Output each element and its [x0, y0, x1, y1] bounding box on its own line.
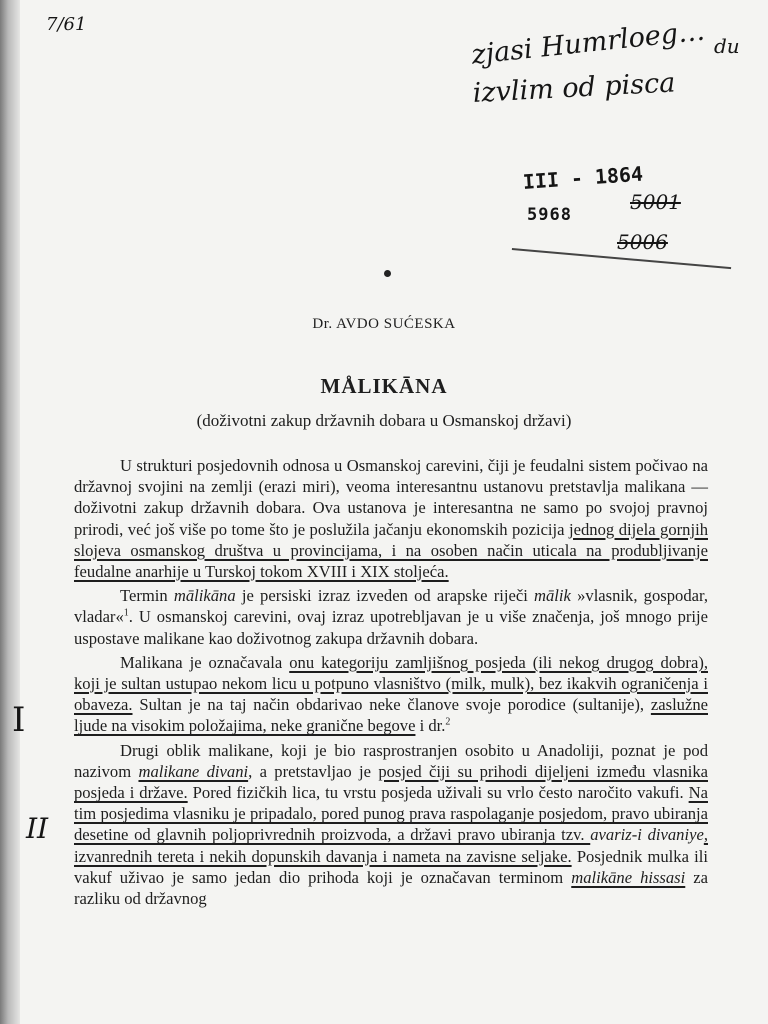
- article-subtitle: (doživotni zakup državnih dobara u Osmanskoj državi): [196, 411, 572, 430]
- handwritten-note-line1: zjasi Humrloeg…: [470, 15, 707, 71]
- handwritten-number: 5968: [527, 205, 572, 225]
- handwritten-note-line2: izvlim od pisca: [472, 67, 677, 109]
- handwritten-page-ref: 7/61: [46, 14, 87, 35]
- paragraph-3: Malikana je označavala onu kategoriju zamljišnog posjeda (ili nekog drugog dobra), koji je sultan ustupao nekom licu u potpuno vlasništvo (milk, mulk), bez ikakvih ograničenja i obaveza. Sultan je na taj način obdarivao neke članove svoje porodice (sultanije), zaslužne ljude na visokim položajima, neke granične begove i dr.$^2$: [74, 652, 708, 736]
- ink-dot: [384, 270, 391, 277]
- handwritten-note-right: du: [714, 34, 740, 58]
- footnote-ref-1: 1: [123, 607, 129, 619]
- paragraph-2: Termin mālikāna je persiski izraz izveden od arapske riječi mālik »vlasnik, gospodar, vladar«$^1$. U osmanskoj carevini, ovaj izraz upotrebljavan je u više značenja, još mnogo prije uspostave malikane kao doživotnog zakupa državnih dobara.: [74, 586, 708, 648]
- scan-edge-shadow: [0, 0, 20, 1024]
- handwritten-date: III - 1864: [522, 161, 644, 194]
- article-title: MÅLIKĀNA: [320, 374, 448, 398]
- paragraph-1: U strukturi posjedovnih odnosa u Osmanskoj carevini, čiji je feudalni sistem počivao na državnoj svojini na zemlji (erazi miri), veoma interesantnu ustanovu pretstavlja malikana — doživotni zakup državnih dobara. Ova ustanova je interesantna ne samo po svojoj pravnoj prirodi, već još više po tome što je poslužila jačanju ekonomskih pozicija jednog dijela gornjih slojeva osmanskog društva u provincijama, i na osoben način uticala na produbljivanje feudalne anarhije u Turskoj tokom XVIII i XIX stoljeća.: [74, 456, 708, 582]
- handwritten-struck-number-2: 5006: [617, 230, 668, 254]
- paragraph-4: Drugi oblik malikane, koji je bio rasprostranjen osobito u Anadoliji, poznat je pod nazivom malikane divani, a pretstavljao je posjed čiji su prihodi dijeljeni između vlasnika posjeda i države. Pored fizičkih lica, tu vrstu posjeda uživali su vrlo često naročito vakufi. Na tim posjedima vlasniku je pripadalo, pored punog prava raspolaganje posjedom, pravo ubiranja desetine od glavnih poljoprivrednih proizvoda, a državi pravo ubiranja tzv. avariz-i divaniye, izvanrednih tereta i nekih dopunskih davanja i nameta na zavisne seljake. Posjednik mulka ili vakuf uživao je samo jedan dio prihoda koji je označavan terminom malikāne hissasi za razliku od državnog: [74, 740, 709, 909]
- article-author: Dr. AVDO SUĆESKA: [312, 316, 456, 332]
- handwritten-struck-number-1: 5001: [630, 190, 681, 214]
- margin-roman-one: I: [12, 700, 26, 740]
- footnote-ref-2: 2: [445, 716, 451, 728]
- margin-roman-two: II: [26, 812, 49, 845]
- article-body: [74, 455, 708, 912]
